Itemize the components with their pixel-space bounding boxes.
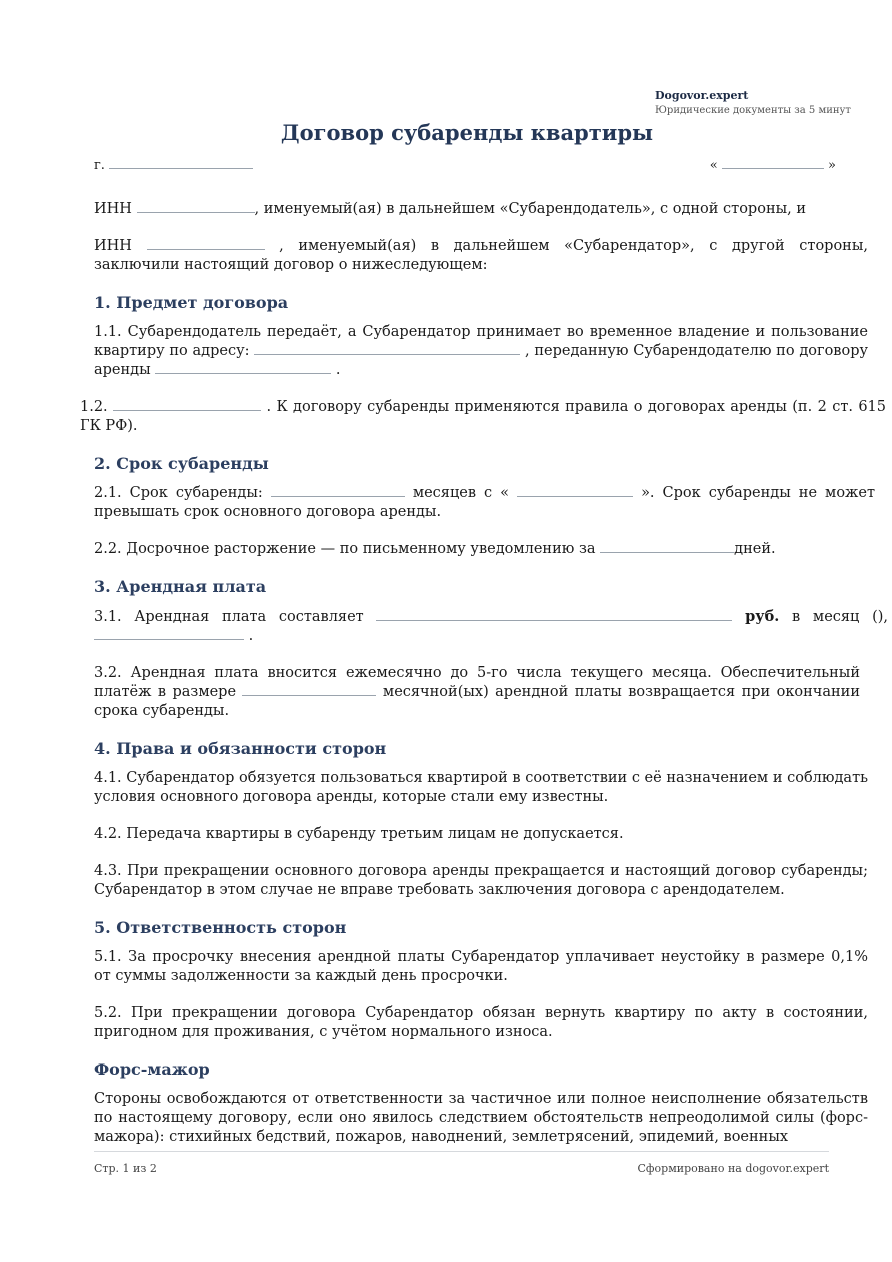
clause-text: ». Срок субаренды не может превышать срок основного договора аренды. xyxy=(94,485,875,520)
clause-text: . xyxy=(335,362,341,378)
clause-4-2: 4.2. Передача квартиры в субаренду третьим лицам не допускается. xyxy=(94,826,624,842)
clause-text: 2.2. Досрочное расторжение — по письменному уведомлению за xyxy=(94,541,596,557)
clause-text: . xyxy=(248,628,254,644)
inn-label: ИНН xyxy=(94,238,132,254)
address-blank[interactable] xyxy=(254,342,520,355)
footer-divider xyxy=(94,1151,829,1152)
date-field xyxy=(710,156,836,173)
deposit-blank[interactable] xyxy=(242,683,376,696)
clause-text: в месяц (), xyxy=(792,609,889,625)
clause-5-2: 5.2. При прекращении договора Субарендатор обязан вернуть квартиру по акту в состоянии, пригодном для проживания, с учётом нормального износа. xyxy=(94,1005,868,1040)
intro-party-1 xyxy=(94,200,868,219)
date-open-quote: « xyxy=(709,158,718,173)
rent-words-blank[interactable] xyxy=(94,627,244,640)
lease-contract-blank[interactable] xyxy=(155,361,331,374)
clause-5-1: 5.1. За просрочку внесения арендной платы Субарендатор уплачивает неустойку в размере 0,1% от суммы задолженности за каждый день просрочки. xyxy=(94,949,868,984)
inn-blank-2[interactable] xyxy=(147,237,265,250)
date-blank[interactable] xyxy=(722,156,824,169)
clause-text: . К договору субаренды применяются правила о договорах аренды (п. 2 ст. 615 ГК РФ). xyxy=(80,399,887,434)
clause-text: 1.1. Субарендодатель передаёт, а Субарендатор принимает во временное владение и пользование квартиру по адресу: xyxy=(94,324,868,359)
clause-force-majeure: Стороны освобождаются от ответственности за частичное или полное неисполнение обязательств по настоящему договору, если оно явилось следствием обстоятельств непреодолимой силы (форс-мажора): стихийных бедствий, пожаров, наводнений, землетрясений, эпидемий, военных xyxy=(94,1091,868,1145)
clause-2-2 xyxy=(94,540,868,559)
generated-note: Сформировано на dogovor.expert xyxy=(637,1162,829,1175)
clause-2-1 xyxy=(94,484,875,522)
clause-text: месячной(ых) арендной платы возвращается при окончании срока субаренды. xyxy=(94,684,861,719)
brand-block xyxy=(655,88,851,118)
rent-amount-blank[interactable] xyxy=(376,608,732,621)
intro-party-2 xyxy=(94,237,868,275)
document-body xyxy=(80,200,889,1147)
clause-4-1: 4.1. Субарендатор обязуется пользоваться квартирой в соответствии с её назначением и соблюдать условия основного договора аренды, которые стали ему известны. xyxy=(94,770,868,805)
clause-1-2 xyxy=(80,398,886,436)
clause-1-2-blank[interactable] xyxy=(113,398,261,411)
place-prefix: г. xyxy=(94,158,105,173)
section-6-title: Форс-мажор xyxy=(94,1060,210,1079)
section-3-title: 3. Арендная плата xyxy=(94,577,267,596)
page-number: Стр. 1 из 2 xyxy=(94,1162,157,1175)
place-blank[interactable] xyxy=(109,156,253,169)
notice-days-blank[interactable] xyxy=(600,540,734,553)
date-close-quote: » xyxy=(828,158,836,173)
clause-3-2 xyxy=(94,664,860,721)
section-5-title: 5. Ответственность сторон xyxy=(94,918,347,937)
section-4-title: 4. Права и обязанности сторон xyxy=(94,739,387,758)
term-months-blank[interactable] xyxy=(271,484,405,497)
brand-tagline: Юридические документы за 5 минут xyxy=(655,105,851,116)
brand-name: Dogovor.expert xyxy=(655,89,749,102)
inn-blank-1[interactable] xyxy=(137,200,255,213)
currency-label: руб. xyxy=(745,608,780,625)
clause-text: 3.2. Арендная плата вносится ежемесячно до 5-го числа текущего месяца. Обеспечительный платёж в размере xyxy=(94,665,860,700)
clause-1-1 xyxy=(94,323,868,380)
document-title: Договор субаренды квартиры xyxy=(280,120,654,145)
section-1-title: 1. Предмет договора xyxy=(94,293,289,312)
inn-label: ИНН xyxy=(94,201,132,217)
clause-text: 3.1. Арендная плата составляет xyxy=(94,609,364,625)
section-2-title: 2. Срок субаренды xyxy=(94,454,269,473)
clause-text: месяцев с « xyxy=(412,485,510,501)
clause-text: 2.1. Срок субаренды: xyxy=(94,485,263,501)
clause-text: дней. xyxy=(734,541,776,557)
intro-party-2-text: , именуемый(ая) в дальнейшем «Субарендатор», с другой стороны, заключили настоящий договор о нижеследующем: xyxy=(94,238,868,273)
clause-4-3: 4.3. При прекращении основного договора аренды прекращается и настоящий договор субаренды; Субарендатор в этом случае не вправе требовать заключения договора с арендодателем. xyxy=(94,863,868,898)
intro-party-1-text: , именуемый(ая) в дальнейшем «Субарендодатель», с одной стороны, и xyxy=(254,201,807,217)
clause-text: , переданную Субарендодателю по договору аренды xyxy=(94,343,869,378)
place-field xyxy=(94,156,253,173)
clause-text: 1.2. xyxy=(80,399,108,415)
clause-3-1 xyxy=(94,607,888,646)
term-start-blank[interactable] xyxy=(517,484,633,497)
